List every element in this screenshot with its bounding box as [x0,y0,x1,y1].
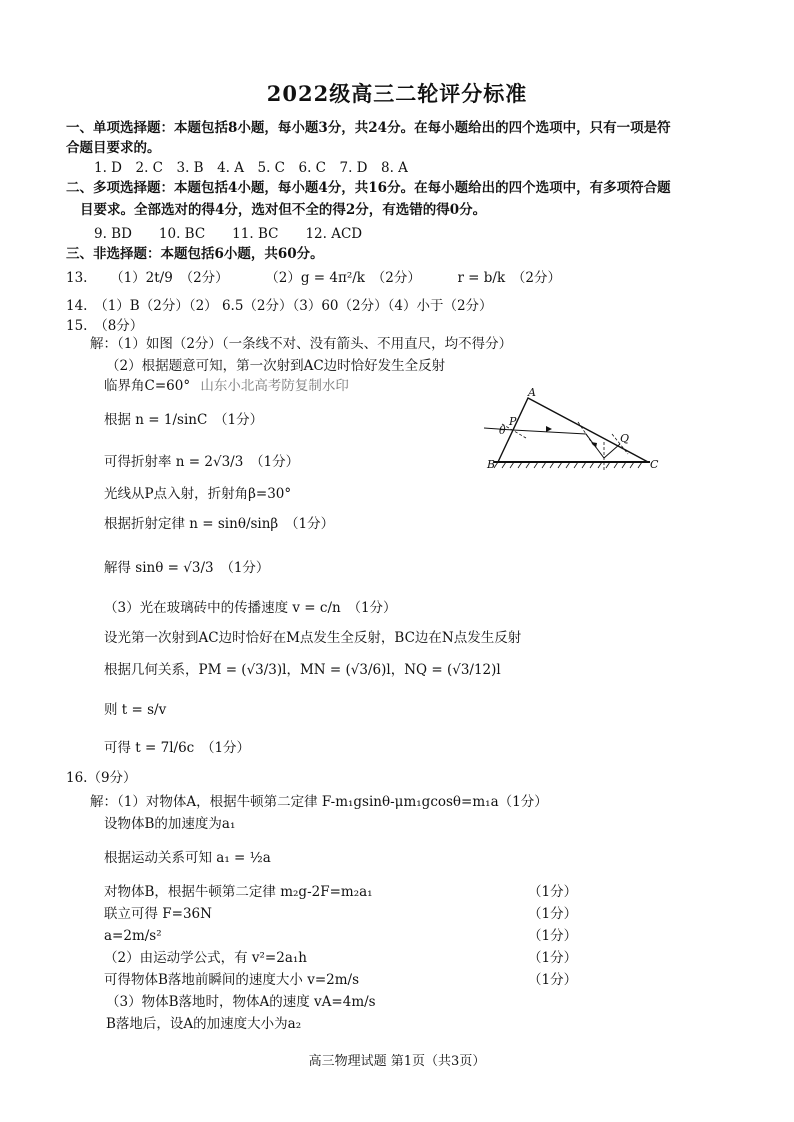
section2-heading-cont: 目要求。全部选对的得4分，选对但不全的得2分，有选错的得0分。 [80,202,487,218]
q15-line-13: 可得 t = 7l/6c （1分） [104,740,251,756]
section3-heading: 三、非选择题：本题包括6小题，共60分。 [66,246,324,262]
section1-answers: 1. D 2. C 3. B 4. A 5. C 6. C 7. D 8. A [94,160,408,176]
section2-heading: 二、多项选择题：本题包括4小题，每小题4分，共16分。在每小题给出的四个选项中，有多项符合题 [66,180,671,196]
watermark-text: 山东小北高考防复制水印 [200,378,349,394]
q15-critical-angle: 临界角C=60° [104,378,191,394]
q15-line-10: 设光第一次射到AC边时恰好在M点发生全反射，BC边在N点发生反射 [104,630,522,646]
q15-line-5: 可得折射率 n = 2√3/3 （1分） [104,454,300,470]
q16-line-4-points: （1分） [528,884,578,900]
q16-line-7: （2）由运动学公式，有 v²=2a₁h [104,950,307,966]
q16-line-5-points: （1分） [528,906,578,922]
q16-line-2: 设物体B的加速度为a₁ [104,816,236,832]
label-a: A [528,386,536,399]
q15-header: 15. （8分） [66,318,144,334]
q16-line-8: 可得物体B落地前瞬间的速度大小 v=2m/s [104,972,360,988]
q16-line-4: 对物体B，根据牛顿第二定律 m₂g-2F=m₂a₁ [104,884,373,900]
q16-line-5: 联立可得 F=36N [104,906,212,922]
q16-line-8-points: （1分） [528,972,578,988]
q16-line-6: a=2m/s² [104,928,162,944]
label-c: C [650,458,659,471]
q16-line-9: （3）物体B落地时，物体A的速度 vA=4m/s [106,994,376,1010]
q15-line-1: 解：（1）如图（2分）（一条线不对、没有箭头、不用直尺，均不得分） [90,336,513,352]
label-b: B [487,458,496,471]
q15-line-6: 光线从P点入射，折射角β=30° [104,486,292,502]
section1-heading-cont: 合题目要求的。 [66,140,161,156]
page-title: 2022级高三二轮评分标准 [266,81,528,106]
prism-diagram [482,386,662,476]
q13-number: 13. [66,270,88,286]
q15-line-12: 则 t = s/v [104,702,167,718]
q16-line-1: 解：（1）对物体A，根据牛顿第二定律 F-m₁gsinθ-μm₁gcosθ=m₁a（1分） [90,794,548,810]
label-q: Q [620,432,630,445]
q16-header: 16.（9分） [66,770,137,786]
q15-line-4: 根据 n = 1/sinC （1分） [104,412,264,428]
section2-answers: 9. BD 10. BC 11. BC 12. ACD [94,226,363,242]
label-p: P [509,415,517,428]
q16-line-7-points: （1分） [528,950,578,966]
section1-heading: 一、单项选择题：本题包括8小题，每小题3分，共24分。在每小题给出的四个选项中，只有一项是符 [66,120,671,136]
q16-line-3: 根据运动关系可知 a₁ = ½a [104,850,271,866]
q16-line-10: B落地后，设A的加速度大小为a₂ [106,1016,302,1032]
q16-line-6-points: （1分） [528,928,578,944]
q15-line-3 [104,376,349,396]
q15-line-7: 根据折射定律 n = sinθ/sinβ （1分） [104,516,335,532]
q13-part2: （2）g = 4π²/k （2分） [265,270,421,286]
label-theta: θ [499,424,506,437]
q13-line [66,268,561,288]
q15-line-11: 根据几何关系，PM = (√3/3)l，MN = (√3/6)l，NQ = (√3/12)l [104,662,501,678]
q15-line-2: （2）根据题意可知，第一次射到AC边时恰好发生全反射 [106,358,446,374]
q13-part3: r = b/k （2分） [457,270,561,286]
ray-arrow [546,426,552,432]
q15-line-9: （3）光在玻璃砖中的传播速度 v = c/n （1分） [104,600,397,616]
q15-line-8: 解得 sinθ = √3/3 （1分） [104,560,270,576]
page-footer: 高三物理试题 第1页（共3页） [308,1054,486,1069]
q14-line: 14. （1）B（2分）（2） 6.5（2分）（3）60（2分）（4）小于（2分） [66,298,493,314]
q13-part1: （1）2t/9 （2分） [110,270,229,286]
